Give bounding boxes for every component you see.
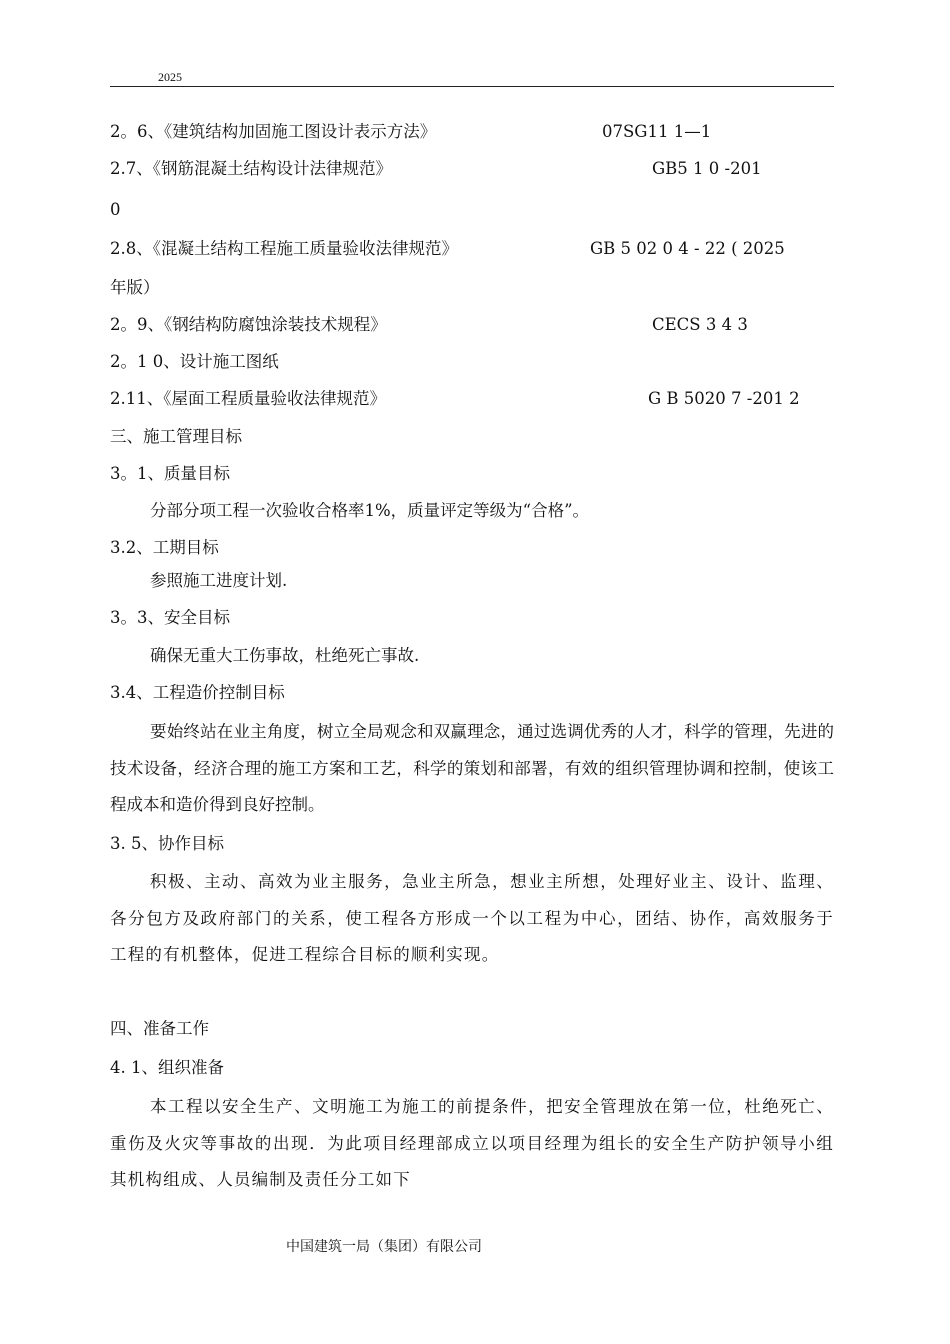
section-heading: 四、准备工作 (110, 1019, 209, 1038)
ref-item (110, 351, 279, 373)
paragraph: 分部分项工程一次验收合格率1%，质量评定等级为“合格”。 (150, 501, 590, 520)
ref-number: 2.7、 (110, 159, 153, 178)
ref-number: 2。1 0、 (110, 352, 180, 371)
ref-code-wrap: 年版） (110, 278, 160, 297)
paragraph: 确保无重大工伤事故，杜绝死亡事故. (150, 646, 420, 665)
paragraph: 参照施工进度计划. (150, 571, 288, 590)
ref-item (110, 388, 386, 410)
ref-number: 2.8、 (110, 239, 153, 258)
ref-code: GB 5 02 0 4 - 22 ( 2025 (590, 239, 785, 258)
section-heading: 三、施工管理目标 (110, 427, 242, 446)
subsection-heading: 3。3、安全目标 (110, 608, 230, 627)
ref-title: 《建筑结构加固施工图设计表示方法》 (164, 122, 437, 141)
ref-number: 2。9、 (110, 315, 164, 334)
ref-title: 设计施工图纸 (179, 352, 279, 371)
subsection-heading: 3.4、工程造价控制目标 (110, 683, 285, 702)
ref-number: 2.11、 (110, 389, 164, 408)
paragraph: 本工程以安全生产、文明施工为施工的前提条件，把安全管理放在第一位，杜绝死亡、重伤及火灾等事故的出现．为此项目经理部成立以项目经理为组长的安全生产防护领导小组其机构组成、人员编制及责任分工如下 (110, 1097, 834, 1189)
header-year: 2025 (158, 70, 182, 84)
subsection-heading: 3. 5、协作目标 (110, 834, 224, 853)
ref-title: 《混凝土结构工程施工质量验收法律规范》 (152, 239, 458, 258)
ref-code-wrap: 0 (110, 200, 121, 219)
subsection-heading: 4. 1、组织准备 (110, 1058, 224, 1077)
header-divider (110, 86, 834, 87)
paragraph: 积极、主动、高效为业主服务，急业主所急，想业主所想，处理好业主、设计、监理、各分包方及政府部门的关系，使工程各方形成一个以工程为中心，团结、协作，高效服务于工程的有机整体，促进工程综合目标的顺利实现。 (110, 872, 834, 964)
footer-company: 中国建筑一局（集团）有限公司 (286, 1239, 482, 1255)
ref-code: 07SG11 1—1 (602, 122, 712, 141)
ref-code: CECS 3 4 3 (652, 315, 748, 334)
ref-number: 2。6、 (110, 122, 164, 141)
subsection-heading: 3.2、工期目标 (110, 538, 219, 557)
ref-item (110, 314, 387, 336)
ref-title: 《屋面工程质量验收法律规范》 (163, 389, 386, 408)
ref-title: 《钢结构防腐蚀涂装技术规程》 (164, 315, 387, 334)
ref-item (110, 158, 392, 180)
ref-item (110, 238, 458, 260)
ref-code: GB5 1 0 -201 (652, 159, 762, 178)
ref-title: 《钢筋混凝土结构设计法律规范》 (152, 159, 392, 178)
ref-code: G B 5020 7 -201 2 (648, 389, 800, 408)
ref-item (110, 121, 436, 143)
paragraph: 要始终站在业主角度，树立全局观念和双赢理念，通过选调优秀的人才，科学的管理，先进的技术设备，经济合理的施工方案和工艺，科学的策划和部署，有效的组织管理协调和控制，使该工程成本和造价得到良好控制。 (110, 722, 834, 814)
subsection-heading: 3。1、质量目标 (110, 464, 230, 483)
